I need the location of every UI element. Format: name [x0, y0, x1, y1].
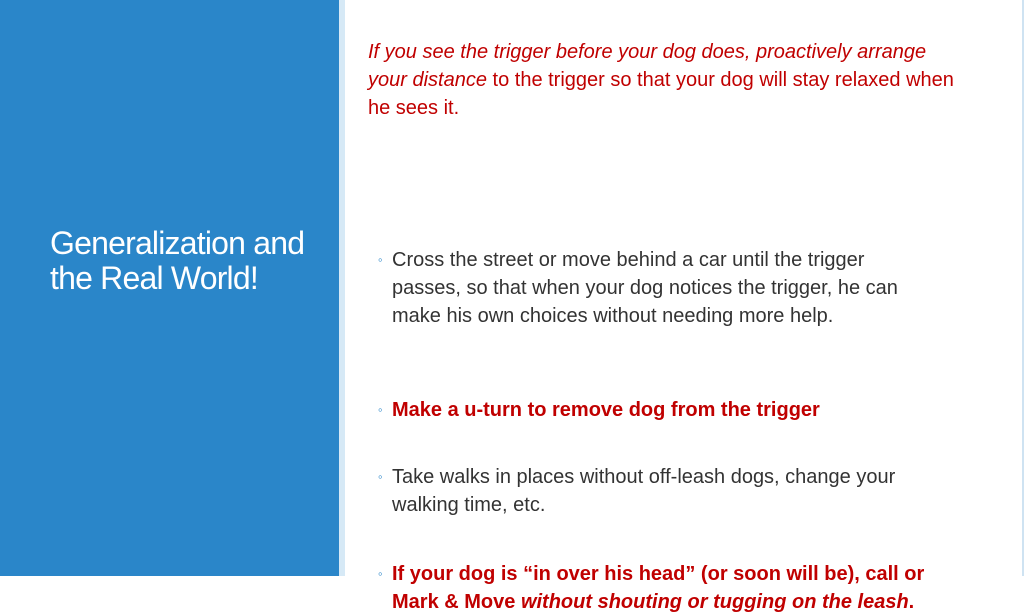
- bullet-item-u-turn: [378, 396, 938, 424]
- bullet-text: Cross the street or move behind a car until the trigger passes, so that when your dog notices the trigger, he can make his own choices without needing more help.: [392, 249, 898, 327]
- intro-italic-text: If you see the trigger before your dog does, proactively arrange your distance: [368, 41, 927, 91]
- bullet-item-cross-street: [378, 246, 938, 330]
- panel-divider: [339, 0, 345, 576]
- intro-plain-text: to the trigger so that your dog will stay relaxed when he sees it.: [368, 69, 954, 119]
- bullet-item-mark-move: [378, 560, 938, 616]
- intro-paragraph: [368, 38, 958, 122]
- bullet-marker-icon: ◦: [378, 252, 383, 267]
- bullet-text: [392, 560, 938, 616]
- bullet-bold-italic-text: without shouting or tugging on the leash: [520, 591, 909, 613]
- bullet-text: Make a u-turn to remove dog from the trigger: [392, 399, 820, 421]
- bullet-marker-icon: ◦: [378, 566, 383, 581]
- bullet-marker-icon: ◦: [378, 469, 383, 484]
- slide-title: Generalization and the Real World!: [50, 225, 305, 296]
- bullet-bold-text: If your dog is “in over his head” (or soon will be), call or Mark & Move: [392, 563, 925, 613]
- bullet-marker-icon: ◦: [378, 402, 383, 417]
- title-panel: [0, 0, 339, 576]
- bullet-item-take-walks: [378, 463, 938, 519]
- bullet-text: Take walks in places without off-leash dogs, change your walking time, etc.: [392, 466, 896, 516]
- bullet-end-text: .: [908, 591, 915, 613]
- content-area: [368, 38, 958, 613]
